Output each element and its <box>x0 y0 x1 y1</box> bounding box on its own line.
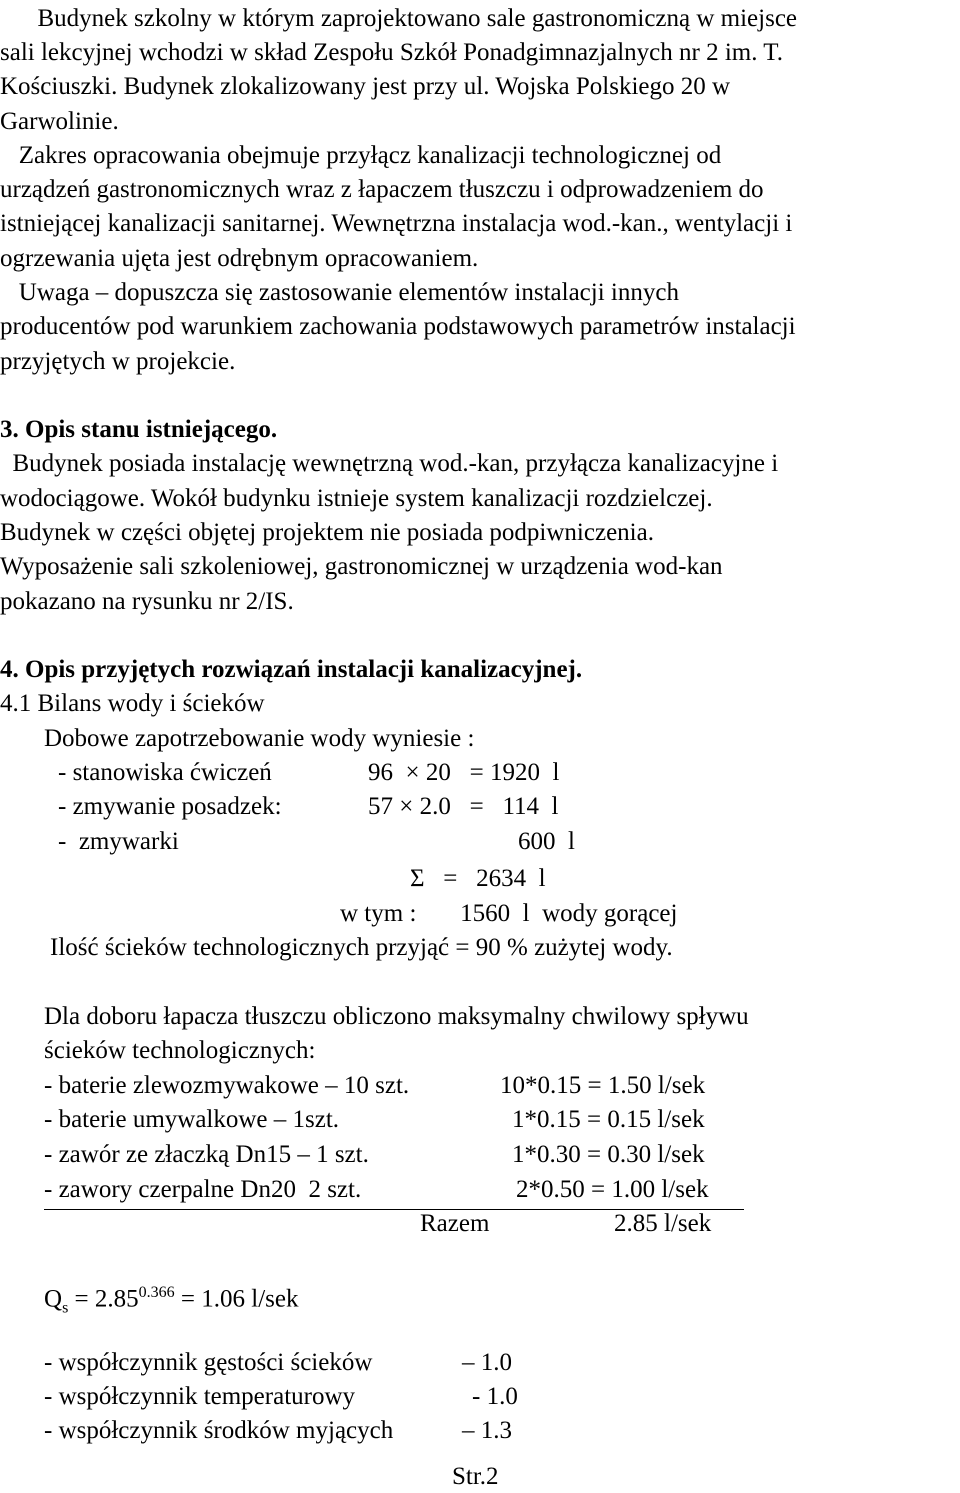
demand-row-label: - stanowiska ćwiczeń <box>58 759 272 786</box>
coefficient-value: – 1.3 <box>462 1417 512 1444</box>
qs-exponent: 0.366 <box>138 1284 175 1301</box>
qs-result: = 1.06 l/sek <box>174 1285 299 1313</box>
coefficient-value: - 1.0 <box>472 1383 518 1410</box>
coefficient-label: - współczynnik temperaturowy <box>44 1383 356 1410</box>
section-4-1-heading: 4.1 Bilans wody i ścieków <box>0 690 265 717</box>
flow-total-value: 2.85 l/sek <box>614 1210 712 1237</box>
intro-p1-line-3: Kościuszki. Budynek zlokalizowany jest przy ul. Wojska Polskiego 20 w <box>0 73 731 100</box>
section-3-line-4: Wyposażenie sali szkoleniowej, gastronomicznej w urządzenia wod-kan <box>0 553 723 580</box>
coefficient-label: - współczynnik środków myjących <box>44 1417 394 1444</box>
flow-row-label: - baterie umywalkowe – 1szt. <box>44 1106 340 1133</box>
section-3-line-2: wodociągowe. Wokół budynku istnieje system kanalizacji rozdzielczej. <box>0 485 713 512</box>
intro-p1-line-1: Budynek szkolny w którym zaprojektowano sale gastronomiczną w miejsce <box>0 5 798 32</box>
page-number: Str.2 <box>452 1463 499 1490</box>
flow-intro-line-1: Dla doboru łapacza tłuszczu obliczono maksymalny chwilowy spływu <box>44 1003 749 1030</box>
demand-row-label: - zmywarki <box>58 828 179 855</box>
section-3-heading: 3. Opis stanu istniejącego. <box>0 416 278 443</box>
flow-intro-line-2: ścieków technologicznych: <box>44 1037 316 1064</box>
flow-row-calc: 10*0.15 = 1.50 l/sek <box>500 1072 706 1099</box>
demand-row-calc: 600 l <box>518 828 575 855</box>
flow-row-calc: 2*0.50 = 1.00 l/sek <box>516 1176 709 1203</box>
qs-symbol: Q <box>44 1285 63 1313</box>
section-3-line-3: Budynek w części objętej projektem nie posiada podpiwniczenia. <box>0 519 654 546</box>
intro-p2-line-3: istniejącej kanalizacji sanitarnej. Wewnętrzna instalacja wod.-kan., wentylacji i <box>0 210 793 237</box>
intro-p3-line-3: przyjętych w projekcie. <box>0 348 236 375</box>
flow-row-label: - baterie zlewozmywakowe – 10 szt. <box>44 1072 410 1099</box>
section-3-line-5: pokazano na rysunku nr 2/IS. <box>0 588 294 615</box>
sewage-note: Ilość ścieków technologicznych przyjąć = 90 % zużytej wody. <box>50 934 673 961</box>
intro-p2-line-2: urządzeń gastronomicznych wraz z łapaczem tłuszczu i odprowadzeniem do <box>0 176 764 203</box>
demand-title: Dobowe zapotrzebowanie wody wyniesie : <box>44 725 475 752</box>
demand-sum: Σ = 2634 l <box>410 865 546 892</box>
section-4-heading: 4. Opis przyjętych rozwiązań instalacji kanalizacyjnej. <box>0 656 583 683</box>
flow-total-label: Razem <box>420 1210 490 1237</box>
qs-subscript: s <box>62 1299 69 1317</box>
demand-row-calc: 57 × 2.0 = 114 l <box>368 793 559 820</box>
demand-row-label: - zmywanie posadzek: <box>58 793 282 820</box>
coefficient-value: – 1.0 <box>462 1349 512 1376</box>
intro-p3-line-2: producentów pod warunkiem zachowania podstawowych parametrów instalacji <box>0 313 796 340</box>
section-3-line-1: Budynek posiada instalację wewnętrzną wod.-kan, przyłącza kanalizacyjne i <box>0 450 779 477</box>
flow-row-calc: 1*0.15 = 0.15 l/sek <box>512 1106 705 1133</box>
demand-row-calc: 96 × 20 = 1920 l <box>368 759 560 786</box>
qs-base: = 2.85 <box>68 1285 139 1313</box>
intro-p2-line-4: ogrzewania ujęta jest odrębnym opracowaniem. <box>0 245 479 272</box>
intro-p1-line-4: Garwolinie. <box>0 108 119 135</box>
coefficient-label: - współczynnik gęstości ścieków <box>44 1349 373 1376</box>
intro-p3-line-1: Uwaga – dopuszcza się zastosowanie elementów instalacji innych <box>0 279 679 306</box>
intro-p1-line-2: sali lekcyjnej wchodzi w skład Zespołu Szkół Ponadgimnazjalnych nr 2 im. T. <box>0 39 783 66</box>
flow-row-label: - zawory czerpalne Dn20 2 szt. <box>44 1176 362 1203</box>
intro-p2-line-1: Zakres opracowania obejmuje przyłącz kanalizacji technologicznej od <box>0 142 722 169</box>
hot-water-line: w tym : 1560 l wody gorącej <box>340 900 678 927</box>
flow-row-label: - zawór ze złaczką Dn15 – 1 szt. <box>44 1141 369 1168</box>
flow-row-calc: 1*0.30 = 0.30 l/sek <box>512 1141 705 1168</box>
qs-formula <box>44 1278 298 1323</box>
